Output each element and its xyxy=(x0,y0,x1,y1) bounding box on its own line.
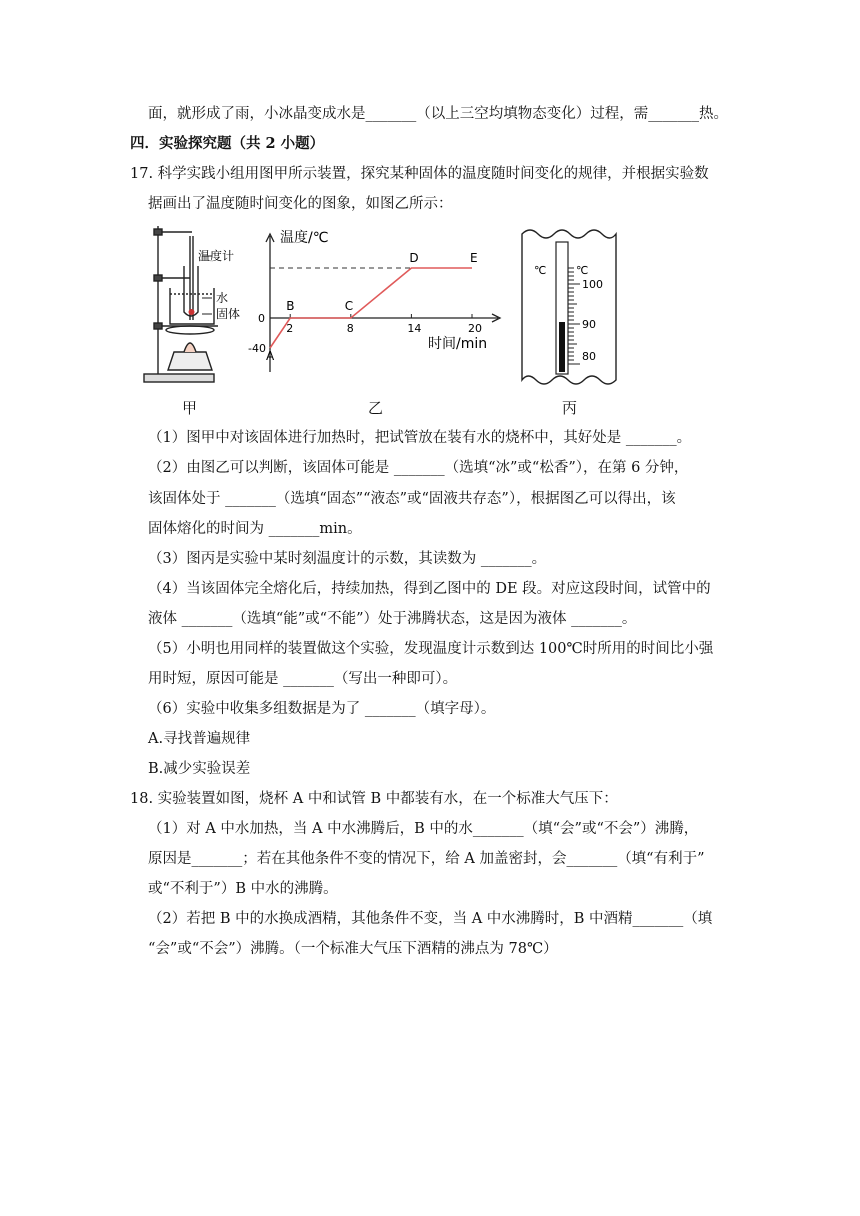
question-17-part-4: （4）当该固体完全熔化后，持续加热，得到乙图中的 DE 段。对应这段时间，试管中的 xyxy=(148,581,711,597)
question-17-part-3: （3）图丙是实验中某时刻温度计的示数，其读数为 _______。 xyxy=(148,551,547,567)
figure-jia-caption: 甲 xyxy=(182,399,198,417)
option-b: B.减少实验误差 xyxy=(148,761,251,777)
point-label-a: A xyxy=(266,349,275,363)
question-17-stem: 17. 科学实践小组用图甲所示装置，探究某种固体的温度随时间变化的规律，并根据实验数 xyxy=(130,166,709,182)
point-label-c: C xyxy=(344,299,354,313)
x-axis-label: 时间/min xyxy=(428,336,488,352)
x-tick-label: 2 xyxy=(286,322,294,335)
tick-label-90: 90 xyxy=(582,318,596,331)
point-label-d: D xyxy=(409,251,419,265)
figure-jia xyxy=(140,222,240,392)
option-a: A.寻找普遍规律 xyxy=(148,731,251,747)
x-tick-label: 14 xyxy=(407,322,422,335)
y-axis-label: 温度/℃ xyxy=(280,230,329,246)
x-tick-label: 20 xyxy=(468,322,482,335)
figure-yi-chart xyxy=(248,222,508,394)
unit-left: ℃ xyxy=(534,264,547,277)
figure-bing-caption: 丙 xyxy=(562,399,578,417)
question-17-part-5: 用时短，原因可能是 _______（写出一种即可）。 xyxy=(148,671,458,687)
question-17-part-2: 该固体处于 _______（选填“固态”“液态”或“固液共存态”），根据图乙可以得出，该 xyxy=(148,491,676,507)
question-17-part-4: 液体 _______（选填“能”或“不能”）处于沸腾状态，这是因为液体 _______。 xyxy=(148,611,637,627)
tick-label-100: 100 xyxy=(582,278,603,291)
point-label-b: B xyxy=(286,299,295,313)
question-18-part-1: （1）对 A 中水加热，当 A 中水沸腾后，B 中的水_______（填“会”或“不会”）沸腾， xyxy=(148,821,699,837)
y-tick-label: -40 xyxy=(248,342,266,355)
section-heading: 四．实验探究题（共 2 小题） xyxy=(130,135,325,152)
question-17-part-2: 固体熔化的时间为 _______min。 xyxy=(148,521,362,537)
question-17-part-1: （1）图甲中对该固体进行加热时，把试管放在装有水的烧杯中，其好处是 _______。 xyxy=(148,430,692,446)
water-label: 水 xyxy=(216,291,229,305)
solid-label: 固体 xyxy=(216,307,240,321)
y-tick-label: 0 xyxy=(258,312,265,325)
question-18-stem: 18. 实验装置如图，烧杯 A 中和试管 B 中都装有水，在一个标准大气压下： xyxy=(130,791,618,807)
question-17-stem: 据画出了温度随时间变化的图象，如图乙所示： xyxy=(148,196,453,212)
question-17-part-5: （5）小明也用同样的装置做这个实验，发现温度计示数到达 100℃时所用的时间比小强 xyxy=(148,641,714,657)
thermometer-label: 温度计 xyxy=(198,249,235,263)
question-18-part-1: 或“不利于”）B 中水的沸腾。 xyxy=(148,881,338,897)
x-tick-label: 8 xyxy=(346,322,354,335)
question-17-part-6: （6）实验中收集多组数据是为了 _______（填字母）。 xyxy=(148,701,496,717)
question-18-part-2: （2）若把 B 中的水换成酒精，其他条件不变，当 A 中水沸腾时，B 中酒精_______（填 xyxy=(148,911,713,927)
question-17-part-2: （2）由图乙可以判断，该固体可能是 _______（选填“冰”或“松香”），在第 6 分钟， xyxy=(148,460,689,476)
point-label-e: E xyxy=(470,251,478,265)
question-18-part-1: 原因是_______；若在其他条件不变的情况下，给 A 加盖密封，会_______（填“有利于” xyxy=(148,851,705,867)
figure-yi-caption: 乙 xyxy=(368,399,384,417)
figure-bing xyxy=(518,222,618,392)
text-line: 面，就形成了雨，小冰晶变成水是_______（以上三空均填物态变化）过程，需_______热。 xyxy=(148,106,728,122)
tick-label-80: 80 xyxy=(582,350,596,363)
question-18-part-2: “会”或“不会”）沸腾。（一个标准大气压下酒精的沸点为 78℃） xyxy=(148,941,558,957)
unit-right: ℃ xyxy=(576,264,589,277)
